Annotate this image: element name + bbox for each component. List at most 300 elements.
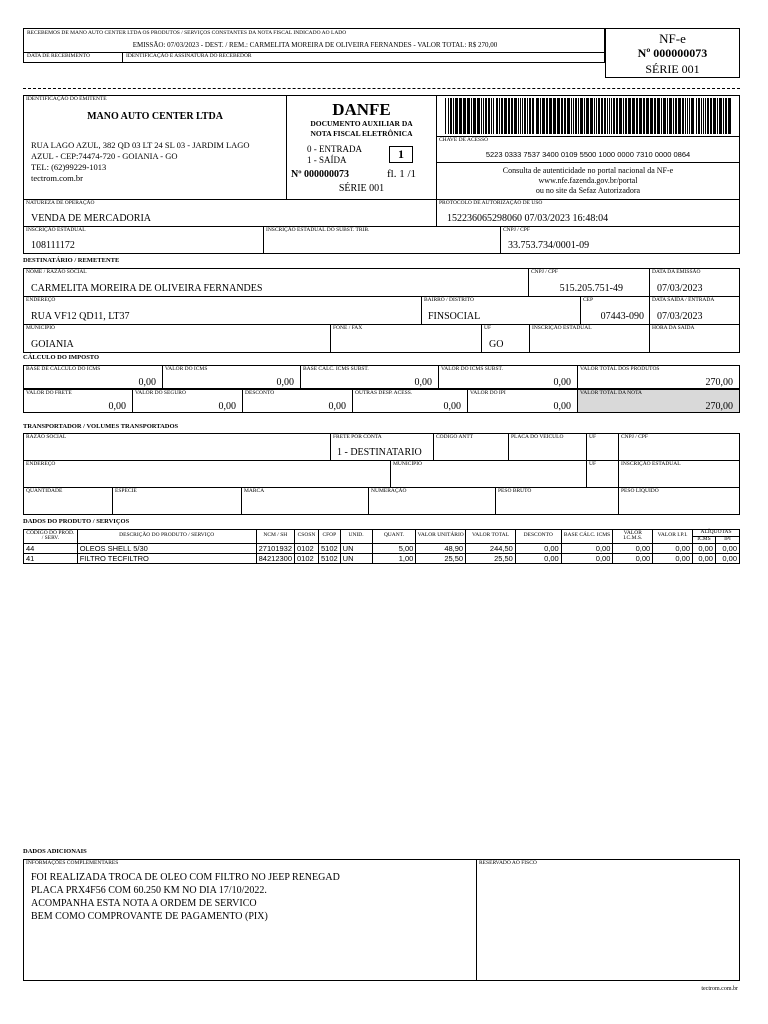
dest-cep-box (580, 296, 650, 325)
cell-valor-ipi: 0,00 (653, 553, 693, 563)
barcode-bar (578, 98, 579, 134)
produtos-table (23, 529, 740, 564)
barcode-bar (698, 98, 700, 134)
transp-cnpj-box (618, 433, 740, 461)
danfe-folha: fl. 1 /1 (387, 168, 417, 180)
th-base-icms: BASE CÁLC. ICMS (561, 530, 613, 544)
barcode-bar (650, 98, 653, 134)
danfe-subtitle-1: DOCUMENTO AUXILIAR DA (310, 119, 413, 128)
barcode-bar (463, 98, 466, 134)
identificacao-recebedor-label: IDENTIFICAÇÃO E ASSINATURA DO RECEBEDOR (126, 53, 252, 59)
imposto-row1-value: 0,00 (138, 377, 156, 388)
barcode-bar (450, 98, 452, 134)
barcode-bar (596, 98, 597, 134)
transp-frete-box (330, 433, 434, 461)
dest-data-emissao-label: DATA DA EMISSÃO (652, 269, 701, 275)
imposto-row2-label: VALOR DO FRETE (26, 390, 72, 396)
barcode-bar (611, 98, 612, 134)
barcode-bar (707, 98, 709, 134)
barcode-bar (522, 98, 523, 134)
transp-municipio-box (390, 460, 587, 488)
barcode-bar (682, 98, 684, 134)
barcode-bar (453, 98, 454, 134)
imposto-row2-label: OUTRAS DESP. ACESS. (355, 390, 413, 396)
transportador-section-label: TRANSPORTADOR / VOLUMES TRANSPORTADOS (23, 423, 179, 430)
cell-valor-total: 244,50 (466, 543, 516, 553)
cell-valor-icms: 0,00 (613, 553, 653, 563)
danfe-subtitle-2: NOTA FISCAL ELETRÔNICA (310, 129, 413, 138)
consulta-line-3: ou no site da Sefaz Autorizadora (535, 186, 641, 195)
barcode-bar (723, 98, 724, 134)
th-codigo: CÓDIGO DO PROD. / SERV. (24, 530, 78, 544)
barcode (445, 98, 731, 134)
th-aliquotas: ALÍQUOTAS (693, 530, 740, 537)
barcode-bar (571, 98, 572, 134)
barcode-bar (508, 98, 510, 134)
cell-descricao: OLEOS SHELL 5/30 (77, 543, 256, 553)
barcode-bar (493, 98, 494, 134)
barcode-bar (564, 98, 566, 134)
reservado-fisco-box (476, 859, 740, 981)
barcode-bar (628, 98, 631, 134)
barcode-bar (619, 98, 622, 134)
barcode-bar (529, 98, 531, 134)
dest-uf: GO (489, 339, 504, 350)
adicionais-section-label: DADOS ADICIONAIS (23, 848, 87, 855)
barcode-bar (561, 98, 563, 134)
transp-ie-box (618, 460, 740, 488)
dest-data-saida: 07/03/2023 (657, 311, 703, 322)
barcode-bar (598, 98, 600, 134)
transp-municipio-label: MUNICÍPIO (393, 461, 423, 467)
cell-valor-icms: 0,00 (613, 543, 653, 553)
dest-data-saida-label: DATA SAÍDA / ENTRADA (652, 297, 715, 303)
dest-data-emissao: 07/03/2023 (657, 283, 703, 294)
imposto-row1-value: 0,00 (276, 377, 294, 388)
danfe-title: DANFE (332, 100, 391, 119)
barcode-bar (483, 98, 484, 134)
dest-data-emissao-box (649, 268, 740, 297)
barcode-bar (705, 98, 706, 134)
table-row (24, 543, 740, 553)
imposto-row2-value: 0,00 (108, 401, 126, 412)
cell-base-icms: 0,00 (561, 543, 613, 553)
dest-endereco-box (23, 296, 422, 325)
imposto-row2-cell (467, 389, 578, 413)
emitente-box (23, 95, 287, 200)
barcode-bar (613, 98, 615, 134)
barcode-bar (491, 98, 492, 134)
barcode-bar (520, 98, 521, 134)
th-valor-icms: VALOR I.C.M.S. (613, 530, 653, 544)
info-complementares-label: INFORMAÇÕES COMPLEMENTARES (26, 860, 119, 866)
dest-cnpj-label: CNPJ / CPF (531, 269, 558, 275)
info-complementares-box (23, 859, 477, 981)
cell-codigo: 44 (24, 543, 78, 553)
th-csosn: CSOSN (295, 530, 319, 544)
dest-nome-label: NOME / RAZÃO SOCIAL (26, 269, 87, 275)
imposto-row1-cell (300, 365, 439, 389)
transp-uf-box (586, 433, 619, 461)
barcode-box (436, 95, 740, 137)
emitente-section-label: IDENTIFICAÇÃO DO EMITENTE (26, 96, 107, 102)
imposto-row1-label: VALOR DO ICMS (165, 366, 208, 372)
danfe-serie: SÉRIE 001 (338, 183, 385, 194)
dest-nome-box (23, 268, 529, 297)
barcode-bar (643, 98, 645, 134)
cell-quant: 1,00 (372, 553, 416, 563)
consulta-line-2: www.nfe.fazenda.gov.br/portal (538, 176, 638, 185)
danfe-saida: 1 - SAÍDA (307, 155, 347, 165)
transp-numeracao-label: NUMERAÇÃO (371, 488, 407, 494)
transp-marca-label: MARCA (244, 488, 265, 494)
cnpj-emit-value: 33.753.734/0001-09 (508, 240, 590, 251)
protocolo-box (436, 199, 740, 227)
barcode-bar (703, 98, 704, 134)
chave-label: CHAVE DE ACESSO (439, 137, 489, 143)
transp-frete-label: FRETE POR CONTA (333, 434, 382, 440)
barcode-bar (669, 98, 672, 134)
th-quant: QUANT. (372, 530, 416, 544)
barcode-bar (604, 98, 606, 134)
th-aliq-ipi: IPI (715, 536, 739, 543)
dest-municipio: GOIANIA (31, 339, 74, 350)
info-line-3: ACOMPANHA ESTA NOTA A ORDEM DE SERVICO (31, 898, 257, 909)
footer-site: tectrom.com.br (701, 986, 738, 992)
transp-placa-label: PLACA DO VEÍCULO (511, 434, 564, 440)
dest-ie-label: INSCRIÇÃO ESTADUAL (532, 325, 592, 331)
emitente-address-2: AZUL - CEP:74474-720 - GOIANIA - GO (31, 151, 178, 161)
imposto-row2-cell (242, 389, 353, 413)
imposto-row1-cell (23, 365, 163, 389)
dest-cep: 07443-090 (600, 311, 644, 322)
dest-uf-box (481, 324, 530, 353)
dest-bairro: FINSOCIAL (428, 311, 481, 322)
th-valor-unit: VALOR UNITÁRIO (416, 530, 466, 544)
dest-bairro-label: BAIRRO / DISTRITO (424, 297, 475, 303)
barcode-bar (632, 98, 635, 134)
transp-ie-label: INSCRIÇÃO ESTADUAL (621, 461, 681, 467)
transp-uf2-box (586, 460, 619, 488)
barcode-bar (717, 98, 718, 134)
barcode-bar (696, 98, 697, 134)
consulta-box (436, 162, 740, 200)
inscricao-st-label: INSCRIÇÃO ESTADUAL DO SUBST. TRIB. (266, 227, 370, 233)
inscricao-box (23, 226, 264, 254)
cell-desconto: 0,00 (515, 553, 561, 563)
cell-valor-unit: 25,50 (416, 553, 466, 563)
barcode-bar (499, 98, 500, 134)
imposto-row1-value: 0,00 (553, 377, 571, 388)
dest-uf-label: UF (484, 325, 492, 331)
transp-especie-label: ESPÉCIE (115, 488, 137, 494)
barcode-bar (685, 98, 686, 134)
cell-valor-total: 25,50 (466, 553, 516, 563)
barcode-bar (553, 98, 556, 134)
canhoto-numero: Nº 000000073 (637, 46, 708, 60)
barcode-bar (481, 98, 482, 134)
th-valor-ipi: VALOR I.P.I. (653, 530, 693, 544)
barcode-bar (657, 98, 660, 134)
barcode-bar (575, 98, 577, 134)
table-row (24, 553, 740, 563)
danfe-numero: Nº 000000073 (291, 169, 350, 180)
natureza-value: VENDA DE MERCADORIA (31, 213, 151, 224)
barcode-bar (524, 98, 526, 134)
cell-base-icms: 0,00 (561, 553, 613, 563)
transp-peso-liquido-box (618, 487, 740, 515)
barcode-bar (514, 98, 517, 134)
barcode-bar (518, 98, 519, 134)
dest-bairro-box (421, 296, 581, 325)
dest-fone-box (330, 324, 482, 353)
dest-municipio-label: MUNICÍPIO (26, 325, 56, 331)
barcode-bar (488, 98, 490, 134)
barcode-bar (448, 98, 449, 134)
barcode-bar (540, 98, 541, 134)
barcode-bar (667, 98, 668, 134)
barcode-bar (616, 98, 618, 134)
transp-numeracao-box (368, 487, 496, 515)
danfe-entrada: 0 - ENTRADA (307, 144, 362, 154)
transp-antt-box (433, 433, 509, 461)
emitente-name: MANO AUTO CENTER LTDA (87, 111, 223, 122)
transp-razao-label: RAZÃO SOCIAL (26, 434, 67, 440)
barcode-bar (661, 98, 662, 134)
barcode-bar (625, 98, 627, 134)
th-valor-total: VALOR TOTAL (466, 530, 516, 544)
barcode-bar (639, 98, 642, 134)
cell-cfop: 5102 (318, 543, 340, 553)
barcode-bar (536, 98, 539, 134)
transp-quantidade-box (23, 487, 113, 515)
imposto-row2-value: 0,00 (553, 401, 571, 412)
dest-cep-label: CEP (583, 297, 594, 303)
imposto-row2-cell (132, 389, 243, 413)
cell-aliq-ipi: 0,00 (715, 553, 739, 563)
barcode-bar (527, 98, 528, 134)
barcode-bar (673, 98, 674, 134)
imposto-row1-value: 270,00 (705, 377, 733, 388)
imposto-row2-cell (577, 389, 740, 413)
transp-antt-label: CÓDIGO ANTT (436, 434, 474, 440)
imposto-row2-label: VALOR DO IPI (470, 390, 506, 396)
barcode-bar (590, 98, 593, 134)
dest-cnpj-box (528, 268, 650, 297)
transp-peso-bruto-label: PESO BRUTO (498, 488, 532, 494)
barcode-bar (580, 98, 583, 134)
danfe-tipo-box: 1 (389, 146, 413, 163)
inscricao-label: INSCRIÇÃO ESTADUAL (26, 227, 86, 233)
barcode-bar (496, 98, 498, 134)
barcode-bar (601, 98, 603, 134)
imposto-row1-cell (162, 365, 301, 389)
imposto-row2-value: 0,00 (328, 401, 346, 412)
imposto-row2-value: 0,00 (443, 401, 461, 412)
data-recebimento-label: DATA DE RECEBIMENTO (27, 53, 91, 59)
dest-endereco: RUA VF12 QD11, LT37 (31, 311, 130, 322)
imposto-row1-cell (438, 365, 578, 389)
cell-descricao: FILTRO TECFILTRO (77, 553, 256, 563)
barcode-bar (678, 98, 681, 134)
th-descricao: DESCRIÇÃO DO PRODUTO / SERVIÇO (77, 530, 256, 544)
cell-aliq-ipi: 0,00 (715, 543, 739, 553)
dest-hora-box (649, 324, 740, 353)
transp-endereco-label: ENDEREÇO (26, 461, 56, 467)
barcode-bar (675, 98, 677, 134)
canhoto-receipt-text: RECEBEMOS DE MANO AUTO CENTER LTDA OS PRODUTOS / SERVIÇOS CONSTANTES DA NOTA FISCAL INDICADO AO LADO (27, 30, 347, 36)
barcode-bar (609, 98, 610, 134)
barcode-bar (567, 98, 570, 134)
consulta-line-1: Consulta de autenticidade no portal nacional da NF-e (502, 166, 674, 175)
transp-peso-liquido-label: PESO LÍQUIDO (621, 488, 659, 494)
imposto-row1-label: VALOR DO ICMS SUBST. (441, 366, 503, 372)
barcode-bar (485, 98, 487, 134)
dest-ie-box (529, 324, 650, 353)
imposto-row2-label: VALOR DO SEGURO (135, 390, 186, 396)
reservado-fisco-label: RESERVADO AO FISCO (479, 860, 537, 866)
dest-cnpj: 515.205.751-49 (559, 283, 623, 294)
transp-uf2-label: UF (589, 461, 597, 467)
cell-cfop: 5102 (318, 553, 340, 563)
cell-aliq-icms: 0,00 (693, 553, 716, 563)
th-unid: UNID. (340, 530, 372, 544)
cell-unid: UN (340, 543, 372, 553)
imposto-row1-value: 0,00 (414, 377, 432, 388)
transp-placa-box (508, 433, 587, 461)
barcode-bar (455, 98, 458, 134)
dest-hora-label: HORA DA SAÍDA (652, 325, 695, 331)
produtos-section-label: DADOS DO PRODUTO / SERVIÇOS (23, 518, 130, 525)
transp-especie-box (112, 487, 242, 515)
info-line-4: BEM COMO COMPROVANTE DE PAGAMENTO (PIX) (31, 911, 268, 922)
imposto-row2-cell (23, 389, 133, 413)
cut-line (23, 88, 740, 89)
chave-box (436, 136, 740, 163)
th-desconto: DESCONTO (515, 530, 561, 544)
barcode-bar (573, 98, 574, 134)
natureza-box (23, 199, 437, 227)
th-cfop: CFOP (318, 530, 340, 544)
barcode-bar (719, 98, 722, 134)
barcode-bar (477, 98, 480, 134)
imposto-row2-cell (352, 389, 468, 413)
cnpj-emit-label: CNPJ / CPF (503, 227, 530, 233)
barcode-bar (532, 98, 534, 134)
protocolo-value: 152236065298060 07/03/2023 16:48:04 (447, 213, 609, 224)
dest-endereco-label: ENDEREÇO (26, 297, 56, 303)
info-line-2: PLACA PRX4F56 COM 60.250 KM NO DIA 17/10/2022. (31, 885, 267, 896)
cell-ncm: 84212300 (256, 553, 294, 563)
imposto-row2-value: 270,00 (705, 401, 733, 412)
barcode-bar (710, 98, 712, 134)
transp-uf-label: UF (589, 434, 597, 440)
barcode-bar (691, 98, 694, 134)
th-aliq-icms: ICMS (693, 536, 716, 543)
barcode-bar (701, 98, 702, 134)
barcode-bar (728, 98, 731, 134)
barcode-bar (687, 98, 688, 134)
transp-peso-bruto-box (495, 487, 619, 515)
info-line-1: FOI REALIZADA TROCA DE OLEO COM FILTRO NO JEEP RENEGAD (31, 872, 340, 883)
barcode-bar (459, 98, 462, 134)
transp-endereco-box (23, 460, 391, 488)
danfe-box (286, 95, 437, 200)
imposto-row1-label: BASE CALC. ICMS SUBST. (303, 366, 369, 372)
transp-cnpj-label: CNPJ / CPF (621, 434, 648, 440)
barcode-bar (467, 98, 470, 134)
barcode-bar (586, 98, 589, 134)
imposto-row1-cell (577, 365, 740, 389)
imposto-row2-value: 0,00 (218, 401, 236, 412)
th-ncm: NCM / SH (256, 530, 294, 544)
transp-razao-box (23, 433, 331, 461)
barcode-bar (501, 98, 503, 134)
emitente-website: tectrom.com.br (31, 173, 83, 183)
barcode-bar (549, 98, 552, 134)
dest-nome: CARMELITA MOREIRA DE OLIVEIRA FERNANDES (31, 283, 263, 294)
barcode-bar (713, 98, 716, 134)
barcode-bar (445, 98, 446, 134)
dest-fone-label: FONE / FAX (333, 325, 363, 331)
cell-valor-unit: 48,90 (416, 543, 466, 553)
barcode-bar (504, 98, 507, 134)
barcode-bar (725, 98, 727, 134)
transp-frete: 1 - DESTINATARIO (337, 447, 422, 458)
cell-desconto: 0,00 (515, 543, 561, 553)
cnpj-emit-box (500, 226, 740, 254)
barcode-bar (654, 98, 656, 134)
cell-quant: 5,00 (372, 543, 416, 553)
imposto-row2-label: DESCONTO (245, 390, 275, 396)
inscricao-st-box (263, 226, 501, 254)
cell-unid: UN (340, 553, 372, 563)
barcode-bar (584, 98, 585, 134)
dest-municipio-box (23, 324, 331, 353)
imposto-row1-label: VALOR TOTAL DOS PRODUTOS (580, 366, 660, 372)
transp-quantidade-label: QUANTIDADE (26, 488, 63, 494)
barcode-bar (594, 98, 595, 134)
canhoto-box (23, 28, 605, 63)
barcode-bar (636, 98, 638, 134)
emitente-phone: TEL: (62)99229-1013 (31, 162, 107, 172)
canhoto-nfe-label: NF-e (659, 31, 686, 46)
barcode-bar (607, 98, 608, 134)
transp-marca-box (241, 487, 369, 515)
canhoto-serie: SÉRIE 001 (645, 62, 700, 76)
imposto-row1-label: BASE DE CÁLCULO DO ICMS (26, 366, 101, 372)
cell-ncm: 27101932 (256, 543, 294, 553)
barcode-bar (473, 98, 476, 134)
barcode-bar (663, 98, 666, 134)
imposto-row2-label: VALOR TOTAL DA NOTA (580, 390, 643, 396)
protocolo-label: PROTOCOLO DE AUTORIZAÇÃO DE USO (439, 200, 543, 206)
cell-valor-ipi: 0,00 (653, 543, 693, 553)
canhoto-emission-line: EMISSÃO: 07/03/2023 - DEST. / REM.: CARMELITA MOREIRA DE OLIVEIRA FERNANDES - VALOR TOTAL: R$ 270,00 (132, 41, 498, 49)
canhoto-nfe-box (605, 28, 740, 78)
destinatario-section-label: DESTINATÁRIO / REMETENTE (23, 257, 120, 264)
emitente-address-1: RUA LAGO AZUL, 382 QD 03 LT 24 SL 03 - JARDIM LAGO (31, 140, 250, 150)
cell-csosn: 0102 (295, 543, 319, 553)
barcode-bar (471, 98, 472, 134)
barcode-bar (557, 98, 560, 134)
barcode-bar (546, 98, 548, 134)
barcode-bar (646, 98, 649, 134)
inscricao-value: 108111172 (31, 240, 75, 251)
cell-codigo: 41 (24, 553, 78, 563)
barcode-bar (689, 98, 690, 134)
barcode-bar (511, 98, 513, 134)
